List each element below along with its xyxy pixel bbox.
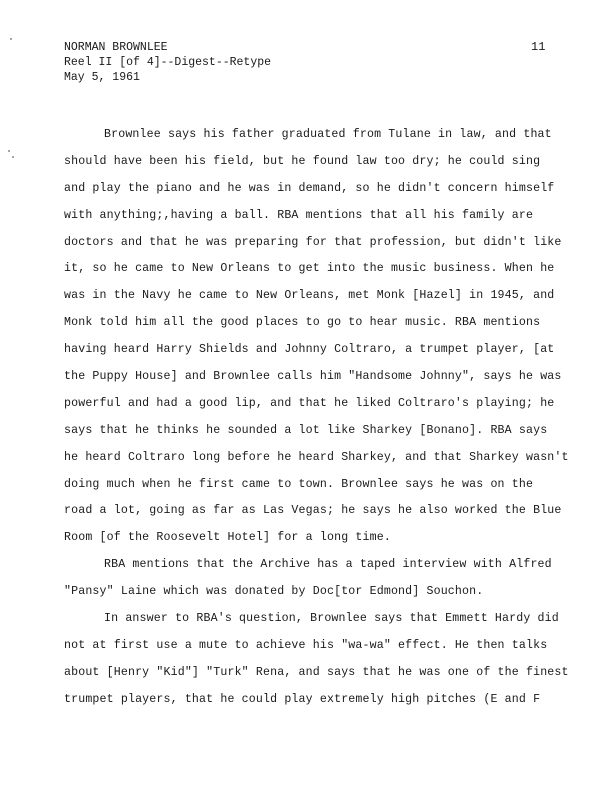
interview-date: May 5, 1961 (64, 71, 140, 84)
text-line: doctors and that he was preparing for that profession, but didn't like (64, 235, 562, 249)
text-line: with anything;,having a ball. RBA mentions that all his family are (64, 208, 534, 222)
text-line: it, so he came to New Orleans to get into the music business. When he (64, 262, 555, 276)
text-line: Room [of the Roosevelt Hotel] for a long time. (64, 531, 391, 545)
text-line: In answer to RBA's question, Brownlee says that Emmett Hardy did (104, 612, 559, 626)
text-line: the Puppy House] and Brownlee calls him "Handsome Johnny", says he was (64, 370, 562, 384)
text-line: road a lot, going as far as Las Vegas; he says he also worked the Blue (64, 504, 562, 518)
page-number: 11 (531, 40, 546, 54)
text-line: trumpet players, that he could play extremely high pitches (E and F (64, 692, 541, 706)
text-line: should have been his field, but he found law too dry; he could sing (64, 154, 541, 168)
scan-speck (8, 150, 10, 152)
text-line: powerful and had a good lip, and that he liked Coltraro's playing; he (64, 396, 555, 410)
reel-info: Reel II [of 4]--Digest--Retype (64, 56, 272, 69)
interviewee-name: NORMAN BROWNLEE (64, 41, 168, 54)
text-line: says that he thinks he sounded a lot like Sharkey [Bonano]. RBA says (64, 423, 548, 437)
text-line: about [Henry "Kid"] "Turk" Rena, and says that he was one of the finest (64, 665, 569, 679)
text-line: RBA mentions that the Archive has a taped interview with Alfred (104, 558, 552, 572)
digest-body (64, 122, 569, 714)
text-line: not at first use a mute to achieve his "wa-wa" effect. He then talks (64, 638, 548, 652)
text-line: having heard Harry Shields and Johnny Coltraro, a trumpet player, [at (64, 343, 555, 357)
scan-speck (12, 156, 14, 158)
text-line: Monk told him all the good places to go to hear music. RBA mentions (64, 316, 541, 330)
text-line: "Pansy" Laine which was donated by Doc[tor Edmond] Souchon. (64, 585, 484, 599)
text-line: he heard Coltraro long before he heard Sharkey, and that Sharkey wasn't (64, 450, 569, 464)
text-line: doing much when he first came to town. Brownlee says he was on the (64, 477, 534, 491)
scan-speck (10, 38, 12, 40)
text-line: was in the Navy he came to New Orleans, met Monk [Hazel] in 1945, and (64, 289, 555, 303)
text-line: and play the piano and he was in demand, so he didn't concern himself (64, 181, 555, 195)
document-header (64, 40, 271, 85)
text-line: Brownlee says his father graduated from Tulane in law, and that (104, 128, 552, 141)
